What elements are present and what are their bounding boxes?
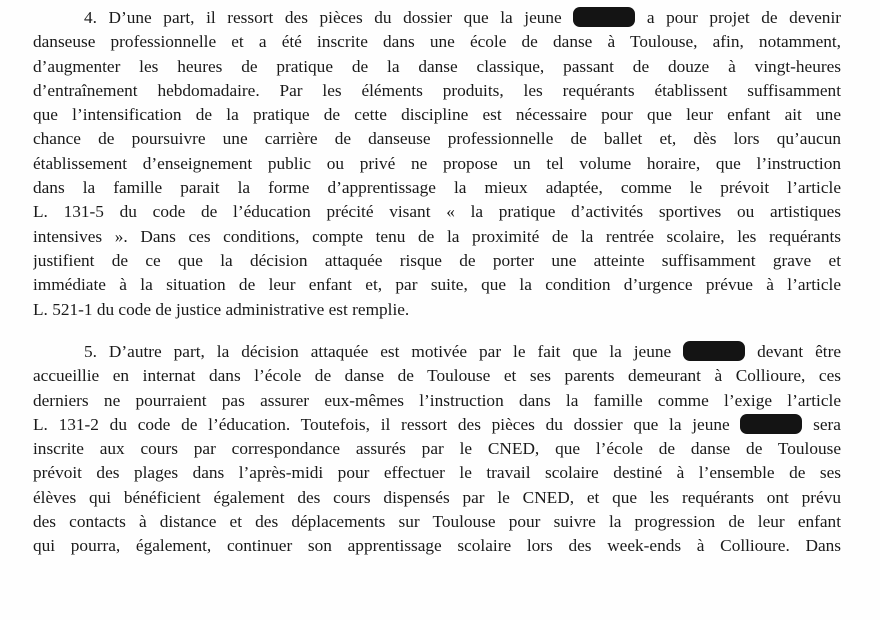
text-segment: devant être — [757, 342, 841, 361]
text-line: accueillie en internat dans l’école de danse de Toulouse et ses parents demeurant à Collioure, ces — [33, 366, 841, 386]
text-line: derniers ne pourraient pas assurer eux-mêmes l’instruction dans la famille comme l’exige l’article — [33, 390, 841, 410]
text-line: chance de poursuivre une carrière de danseuse professionnelle de ballet et, dès lors qu’aucun — [33, 129, 841, 149]
text-line — [33, 413, 841, 437]
text-line: immédiate à la situation de leur enfant et, par suite, que la condition d’urgence prévue à l’article — [33, 275, 841, 295]
text-line: des contacts à distance et des déplacements sur Toulouse pour suivre la progression de leur enfant — [33, 512, 841, 532]
text-segment: a pour projet de devenir — [646, 8, 841, 27]
text-line: d’augmenter les heures de pratique de la danse classique, passant de douze à vingt-heures — [33, 56, 841, 76]
text-line: que l’intensification de la pratique de cette discipline est nécessaire pour que leur enfant ait une — [33, 105, 841, 125]
text-line: L. 131-5 du code de l’éducation précité visant « la pratique d’activités sportives ou artistiques — [33, 202, 841, 222]
text-segment: L. 131-2 du code de l’éducation. Toutefois, il ressort des pièces du dossier que la jeune — [33, 414, 730, 434]
text-line: intensives ». Dans ces conditions, compte tenu de la proximité de la rentrée scolaire, les requérants — [33, 226, 841, 246]
text-line — [33, 6, 841, 30]
redaction-block — [573, 7, 635, 27]
text-line: dans la famille parait la forme d’apprentissage la mieux adaptée, comme le prévoit l’article — [33, 178, 841, 198]
text-segment: sera — [813, 414, 841, 434]
text-line: justifient de ce que la décision attaquée risque de porter une atteinte suffisamment grave et — [33, 250, 841, 270]
text-line: inscrite aux cours par correspondance assurés par le CNED, que l’école de danse de Toulouse — [33, 439, 841, 459]
redaction-block — [683, 341, 745, 361]
text-line: L. 521-1 du code de justice administrative est remplie. — [33, 299, 410, 319]
paragraph-4 — [33, 6, 841, 322]
text-line: établissement d’enseignement public ou privé ne propose un tel volume horaire, que l’instruction — [33, 153, 841, 173]
text-line: danseuse professionnelle et a été inscrite dans une école de danse à Toulouse, afin, notamment, — [33, 32, 841, 52]
text-line: qui pourra, également, continuer son apprentissage scolaire lors des week-ends à Collioure. Dans — [33, 536, 841, 556]
text-line: élèves qui bénéficient également des cours dispensés par le CNED, et que les requérants ont prévu — [33, 487, 841, 507]
paragraph-5 — [33, 340, 841, 559]
text-line: prévoit des plages dans l’après-midi pour effectuer le travail scolaire destiné à l’ensemble de ses — [33, 463, 841, 483]
redaction-block — [740, 414, 802, 434]
text-line — [33, 340, 841, 364]
text-segment: 5. D’autre part, la décision attaquée est motivée par le fait que la jeune — [84, 342, 672, 361]
text-segment: 4. D’une part, il ressort des pièces du dossier que la jeune — [84, 8, 562, 27]
text-line: d’entraînement hebdomadaire. Par les éléments produits, les requérants établissent suffisamment — [33, 80, 841, 100]
